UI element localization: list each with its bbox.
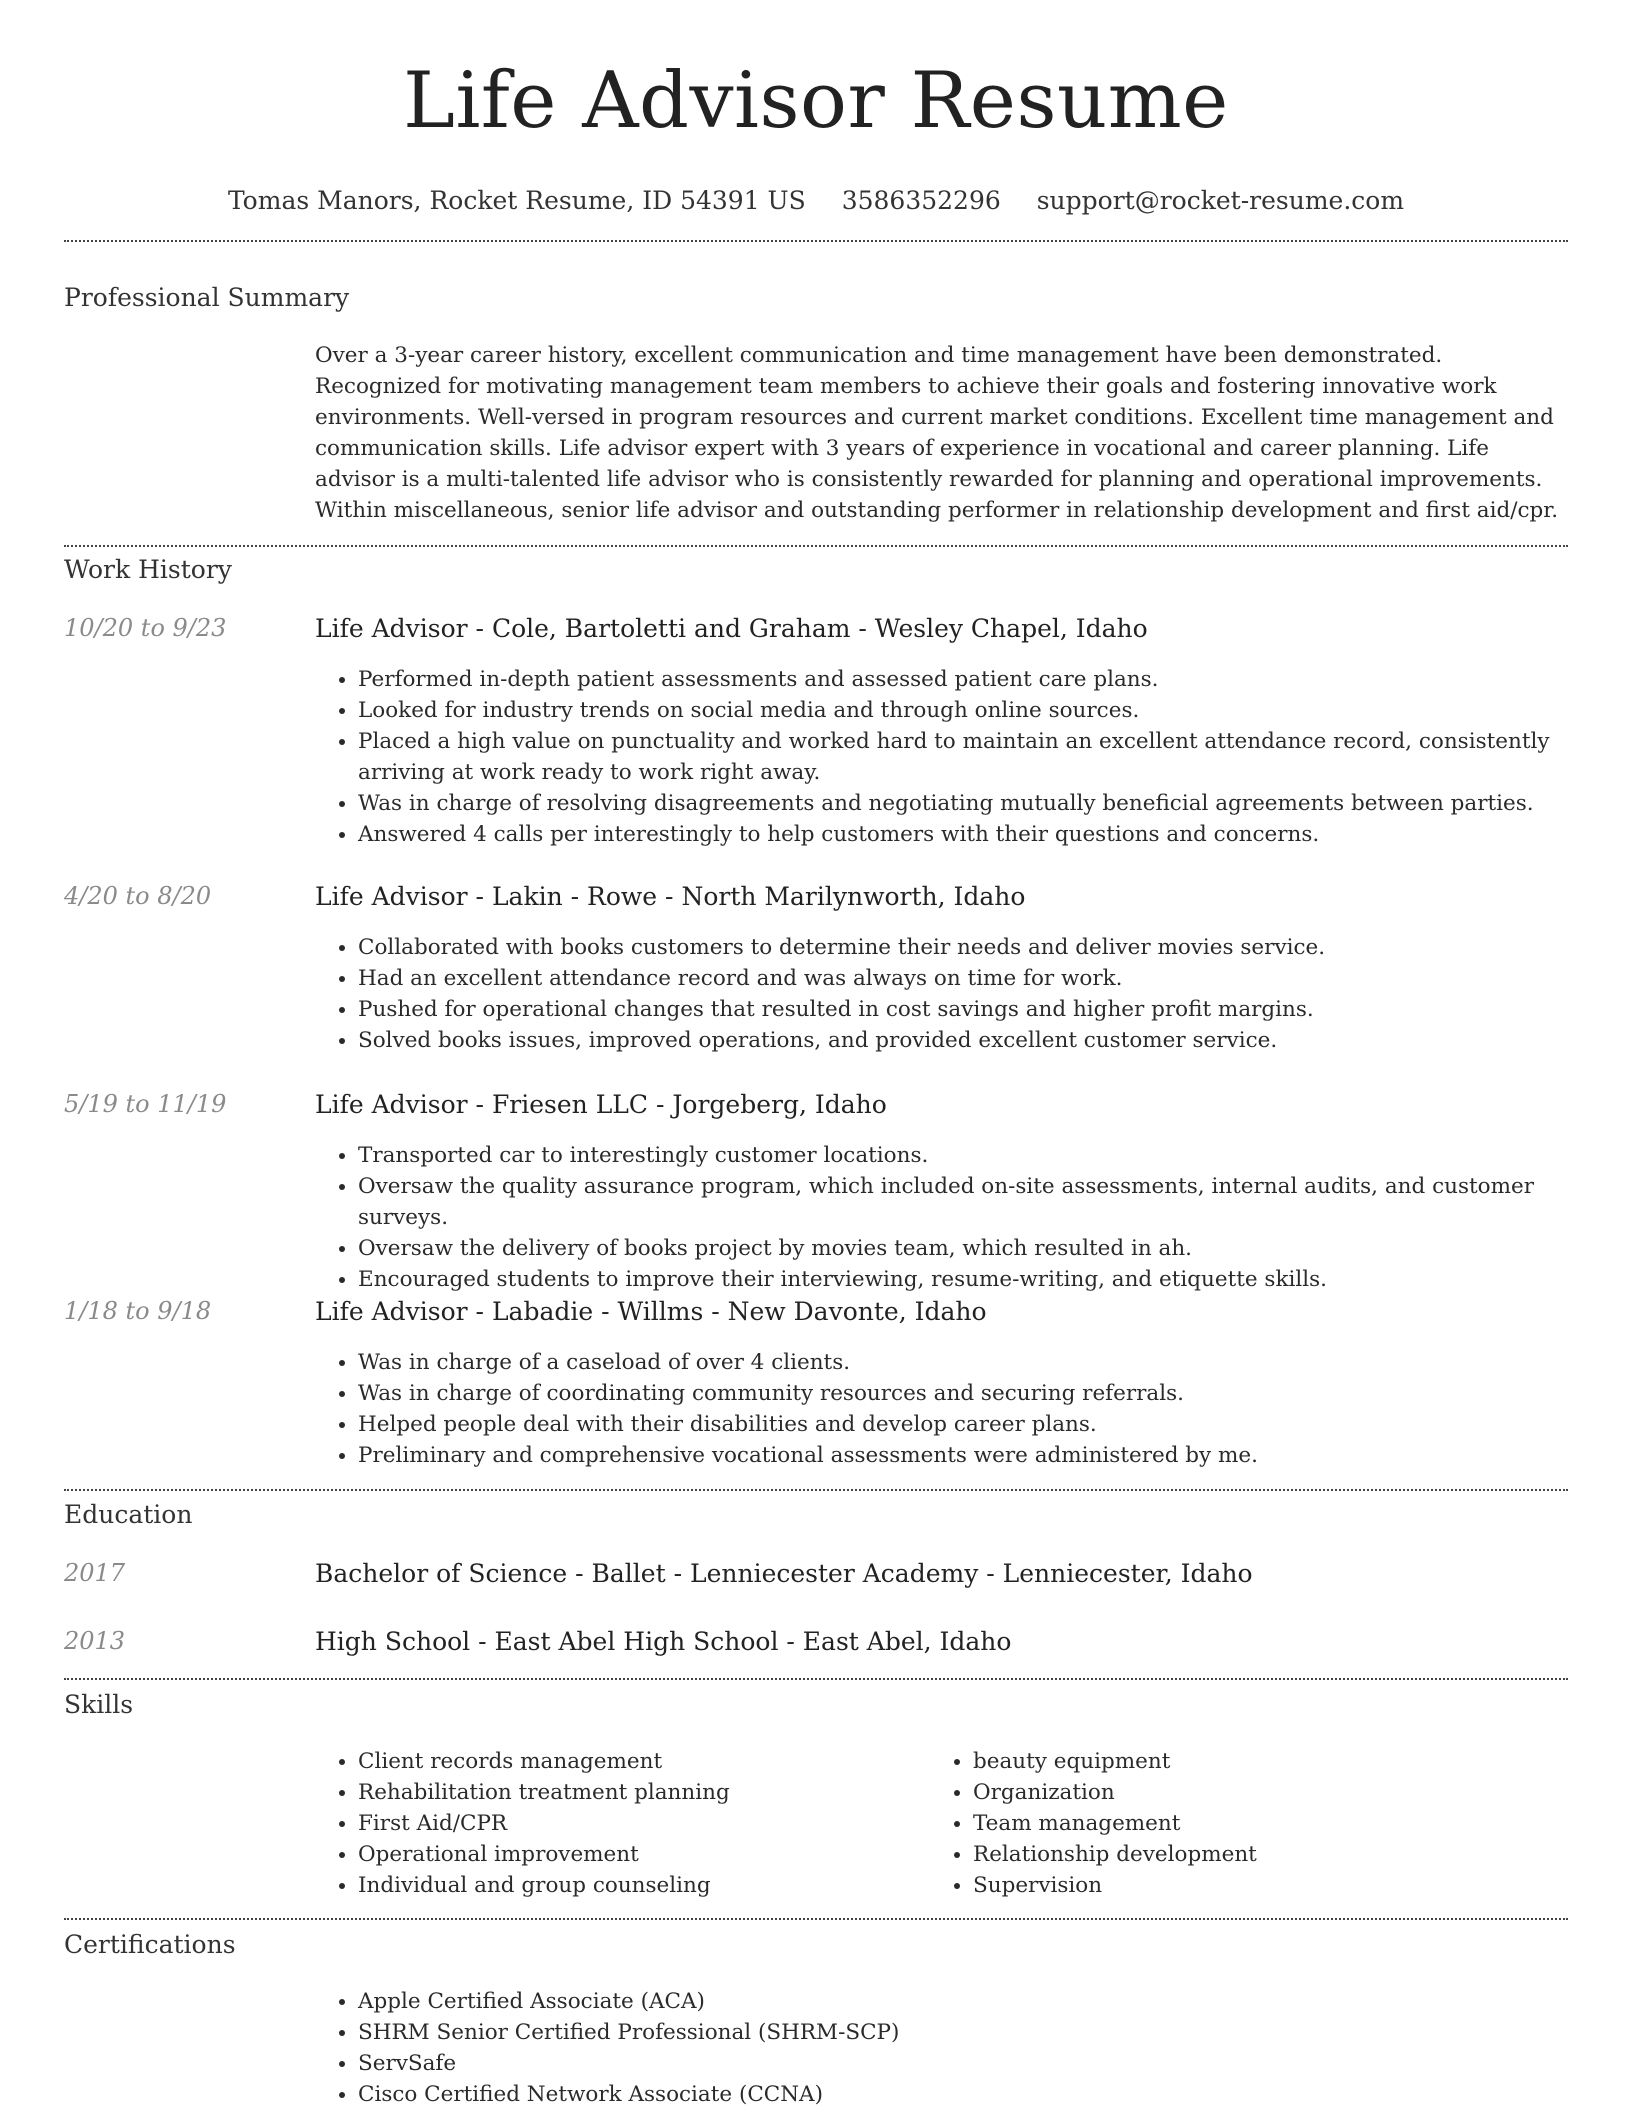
list-item: • Oversaw the quality assurance program, which included on-site assessments, internal audits, and customer surveys. [358,1171,1570,1233]
list-item: • Organization [973,1777,1533,1808]
education-heading: High School - East Abel High School - East Abel, Idaho [315,1627,1012,1656]
section-title-summary: Professional Summary [64,283,350,312]
list-item: • Answered 4 calls per interestingly to help customers with their questions and concerns. [358,819,1570,850]
list-item: • Individual and group counseling [358,1870,918,1901]
summary-text: Over a 3-year career history, excellent communication and time management have been demonstrated. Recognized for motivating management team members to achieve their goals and fostering innovative work environments. Well-versed in program resources and current market conditions. Excellent time management and communication skills. Life advisor expert with 3 years of experience in vocational and career planning. Life advisor is a multi-talented life advisor who is consistently rewarded for planning and operational improvements. Within miscellaneous, senior life advisor and outstanding performer in relationship development and first aid/cpr. [315,343,1559,523]
list-item: • Oversaw the delivery of books project by movies team, which resulted in ah. [358,1233,1570,1264]
list-item: • Preliminary and comprehensive vocational assessments were administered by me. [358,1440,1570,1471]
list-item: • Relationship development [973,1839,1533,1870]
skills-list-right [930,1746,1533,1901]
work-date: 5/19 to 11/19 [64,1090,227,1118]
list-item: • Was in charge of a caseload of over 4 clients. [358,1347,1570,1378]
list-item: • Rehabilitation treatment planning [358,1777,918,1808]
certifications-list [315,1986,1358,2110]
list-item: • Cisco Certified Network Associate (CCNA) [358,2079,1358,2110]
skills-list-left [315,1746,918,1901]
divider [64,545,1568,547]
list-item: • Looked for industry trends on social media and through online sources. [358,695,1570,726]
list-item: • Operational improvement [358,1839,918,1870]
list-item: • Placed a high value on punctuality and worked hard to maintain an excellent attendance record, consistently arriving at work ready to work right away. [358,726,1570,788]
divider [64,1678,1568,1680]
section-title-skills: Skills [64,1690,134,1719]
list-item: • Collaborated with books customers to determine their needs and deliver movies service. [358,932,1570,963]
contact-address: Tomas Manors, Rocket Resume, ID 54391 US [227,186,806,215]
list-item: • Apple Certified Associate (ACA) [358,1986,1358,2017]
section-title-certifications: Certifications [64,1930,236,1959]
list-item: • Client records management [358,1746,918,1777]
divider [64,240,1568,242]
work-heading: Life Advisor - Friesen LLC - Jorgeberg, Idaho [315,1090,887,1119]
section-title-education: Education [64,1500,193,1529]
list-item: • Transported car to interestingly customer locations. [358,1140,1570,1171]
contact-line [0,186,1632,215]
work-date: 1/18 to 9/18 [64,1297,212,1325]
divider [64,1489,1568,1491]
page-title: Life Advisor Resume [403,56,1229,146]
work-heading: Life Advisor - Lakin - Rowe - North Marilynworth, Idaho [315,882,1026,911]
list-item: • Performed in-depth patient assessments and assessed patient care plans. [358,664,1570,695]
list-item: • Team management [973,1808,1533,1839]
contact-email: support@rocket-resume.com [1036,186,1405,215]
list-item: • ServSafe [358,2048,1358,2079]
contact-phone: 3586352296 [841,186,1001,215]
work-heading: Life Advisor - Labadie - Willms - New Davonte, Idaho [315,1297,987,1326]
list-item: • Had an excellent attendance record and was always on time for work. [358,963,1570,994]
list-item: • Helped people deal with their disabilities and develop career plans. [358,1409,1570,1440]
work-heading: Life Advisor - Cole, Bartoletti and Graham - Wesley Chapel, Idaho [315,614,1148,643]
list-item: • Encouraged students to improve their interviewing, resume-writing, and etiquette skills. [358,1264,1570,1295]
list-item: • Pushed for operational changes that resulted in cost savings and higher profit margins. [358,994,1570,1025]
work-bullets [315,1140,1570,1295]
section-title-work: Work History [64,555,232,584]
work-bullets [315,664,1570,850]
list-item: • Was in charge of resolving disagreements and negotiating mutually beneficial agreements between parties. [358,788,1570,819]
list-item: • beauty equipment [973,1746,1533,1777]
work-date: 10/20 to 9/23 [64,614,227,642]
education-year: 2013 [64,1627,126,1655]
work-date: 4/20 to 8/20 [64,882,212,910]
list-item: • Was in charge of coordinating community resources and securing referrals. [358,1378,1570,1409]
education-year: 2017 [64,1559,126,1587]
list-item: • Solved books issues, improved operations, and provided excellent customer service. [358,1025,1570,1056]
work-bullets [315,932,1570,1056]
divider [64,1918,1568,1920]
work-bullets [315,1347,1570,1471]
education-heading: Bachelor of Science - Ballet - Lenniecester Academy - Lenniecester, Idaho [315,1559,1253,1588]
list-item: • Supervision [973,1870,1533,1901]
list-item: • First Aid/CPR [358,1808,918,1839]
list-item: • SHRM Senior Certified Professional (SHRM-SCP) [358,2017,1358,2048]
